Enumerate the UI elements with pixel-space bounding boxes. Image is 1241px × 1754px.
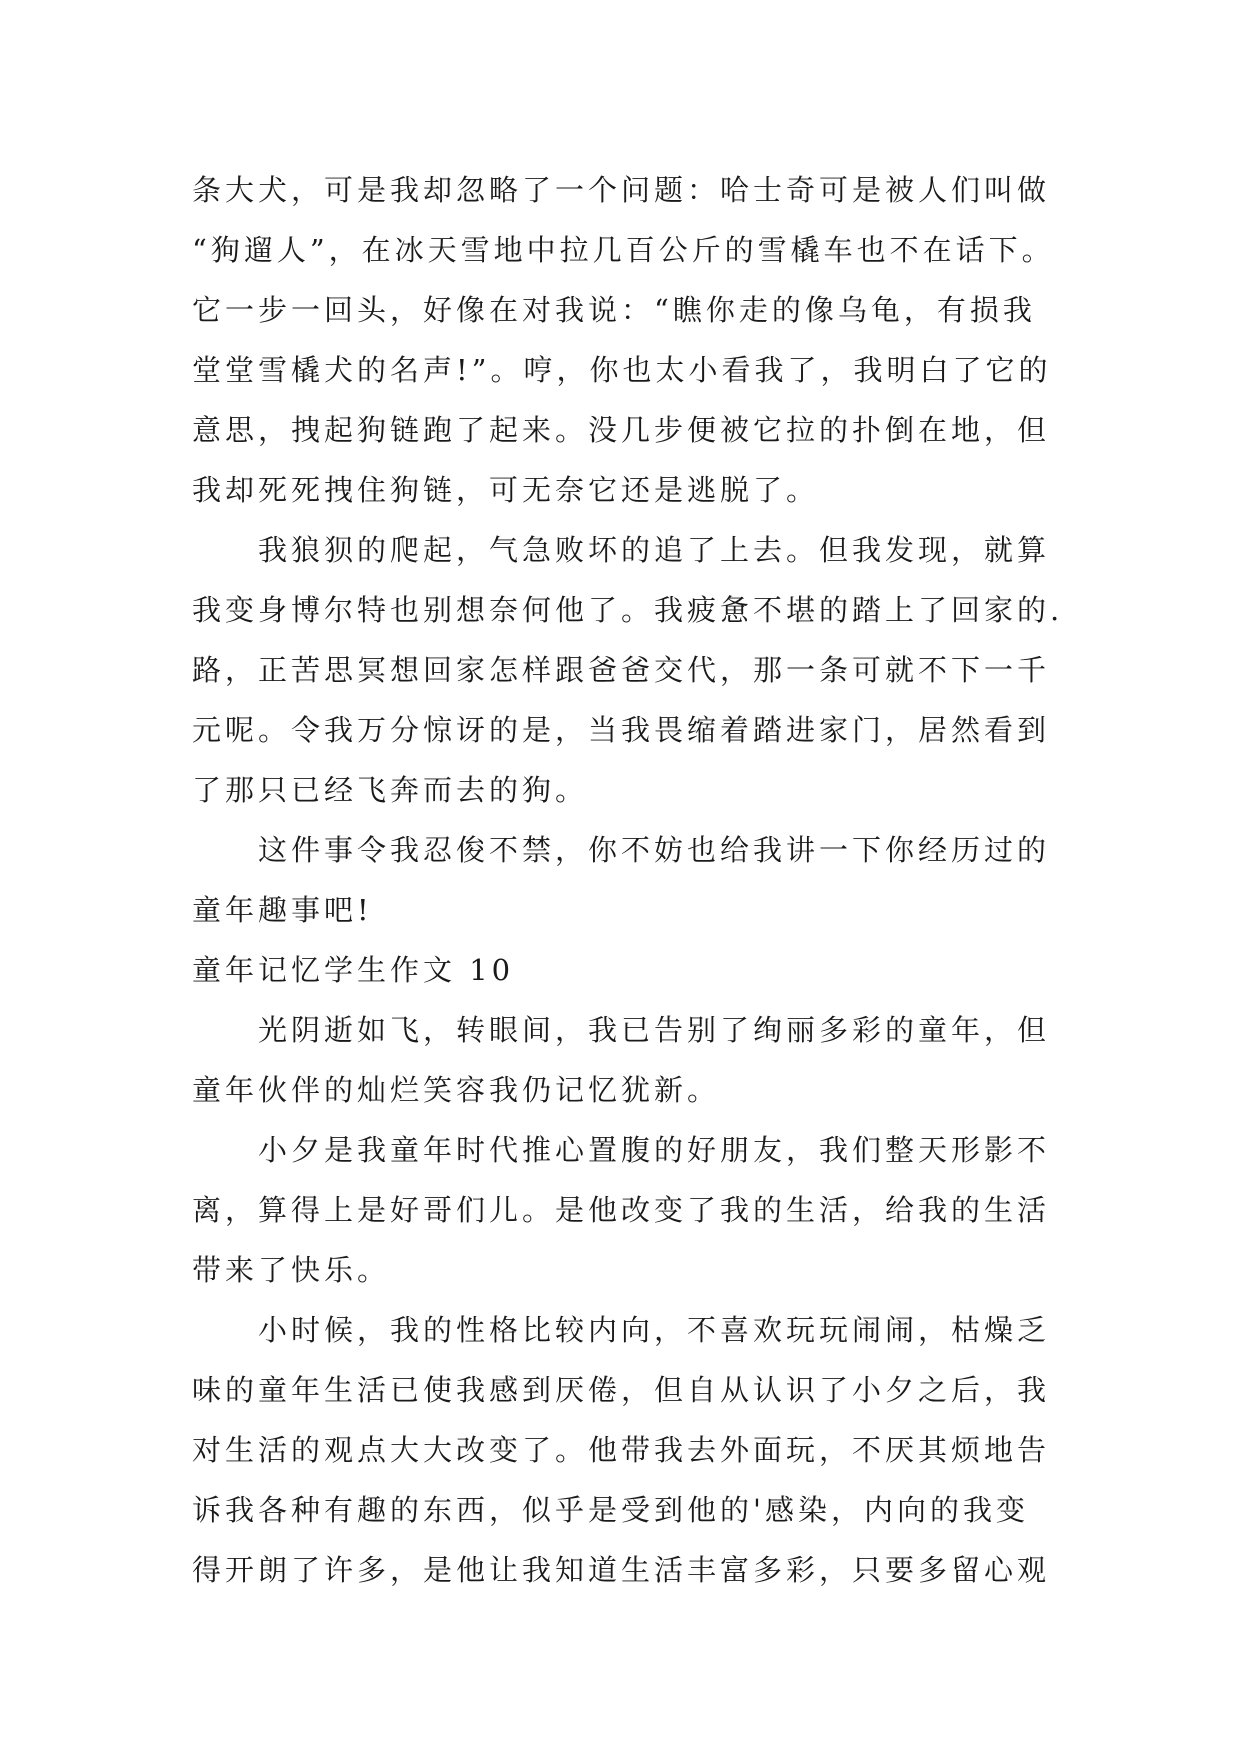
text-line: 得开朗了许多，是他让我知道生活丰富多彩，只要多留心观 [192,1553,1051,1587]
text-line: 元呢。令我万分惊讶的是，当我畏缩着踏进家门，居然看到 [192,713,1051,747]
text-line: 童年伙伴的灿烂笑容我仍记忆犹新。 [192,1073,721,1107]
text-line: 路，正苦思冥想回家怎样跟爸爸交代，那一条可就不下一千 [192,653,1051,687]
text-line: 诉我各种有趣的东西，似乎是受到他的'感染，内向的我变 [192,1493,1029,1527]
text-line: 我变身博尔特也别想奈何他了。我疲惫不堪的踏上了回家的. [192,593,1064,627]
text-line: 光阴逝如飞，转眼间，我已告别了绚丽多彩的童年，但 [258,1013,1051,1047]
text-line: 带来了快乐。 [192,1253,391,1287]
text-line: 离，算得上是好哥们儿。是他改变了我的生活，给我的生活 [192,1193,1051,1227]
text-line: 堂堂雪橇犬的名声!”。哼，你也太小看我了，我明白了它的 [192,353,1052,387]
text-line: 我却死死拽住狗链，可无奈它还是逃脱了。 [192,473,820,507]
text-line: 条大犬，可是我却忽略了一个问题：哈士奇可是被人们叫做 [192,173,1051,207]
text-line: 意思，拽起狗链跑了起来。没几步便被它拉的扑倒在地，但 [192,413,1051,447]
text-line: 了那只已经飞奔而去的狗。 [192,773,589,807]
text-line: 这件事令我忍俊不禁，你不妨也给我讲一下你经历过的 [258,833,1051,867]
text-line: 味的童年生活已使我感到厌倦，但自从认识了小夕之后，我 [192,1373,1051,1407]
text-line: “狗遛人”，在冰天雪地中拉几百公斤的雪橇车也不在话下。 [192,233,1055,267]
text-line: 小时候，我的性格比较内向，不喜欢玩玩闹闹，枯燥乏 [258,1313,1051,1347]
document-body [192,160,1072,1600]
text-line: 它一步一回头，好像在对我说：“瞧你走的像乌龟，有损我 [192,293,1036,327]
text-line: 对生活的观点大大改变了。他带我去外面玩，不厌其烦地告 [192,1433,1051,1467]
text-line: 我狼狈的爬起，气急败坏的追了上去。但我发现，就算 [258,533,1051,567]
text-line: 小夕是我童年时代推心置腹的好朋友，我们整天形影不 [258,1133,1051,1167]
section-heading: 童年记忆学生作文 10 [192,953,515,987]
text-line: 童年趣事吧! [192,893,373,927]
